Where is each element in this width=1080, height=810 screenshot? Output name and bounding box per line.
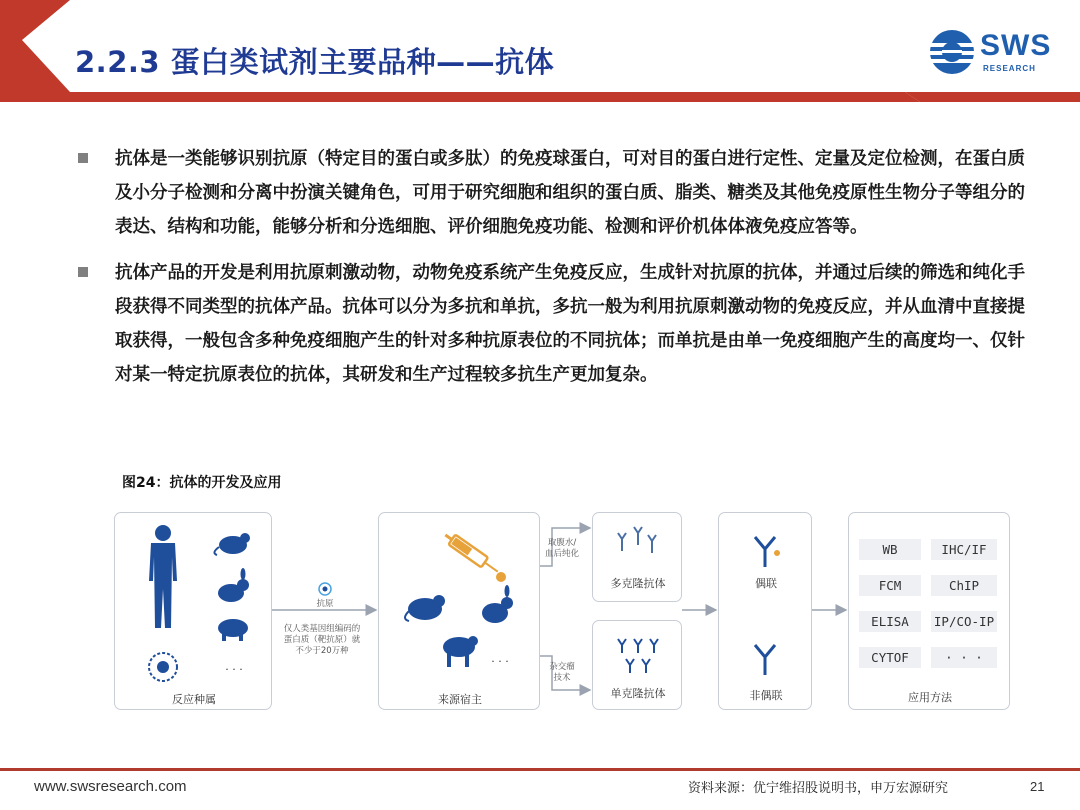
methods-box [848, 512, 1010, 710]
antigen-label: 抗原 [316, 599, 334, 609]
conjugated-label: 偶联 [755, 577, 777, 590]
host-dots: · · · [491, 655, 509, 668]
unconjugated-label: 非偶联 [749, 689, 783, 702]
pig-icon [213, 615, 253, 643]
host-box [378, 512, 540, 710]
species-box [114, 512, 272, 710]
logo-subtitle: RESEARCH [983, 64, 1036, 73]
lower-arrow-note: 杂交瘤技术 [549, 662, 575, 683]
sws-logo [928, 28, 1068, 78]
monoclonal-label: 单克隆抗体 [610, 687, 666, 700]
bullet-item [75, 142, 1035, 244]
bullet-list [75, 142, 1035, 404]
mouse-icon [211, 527, 255, 557]
mouse-icon [401, 591, 451, 623]
conjugated-antibody-icon [751, 533, 781, 569]
method-more: · · · [931, 647, 997, 668]
polyclonal-label: 多克隆抗体 [610, 577, 666, 590]
antibody-diagram [112, 508, 1012, 713]
methods-label: 应用方法 [908, 691, 952, 704]
footer-divider [0, 768, 1080, 771]
method-ihc-if: IHC/IF [931, 539, 997, 560]
species-label: 反应种属 [172, 693, 216, 706]
polyclonal-antibody-icon [618, 523, 658, 557]
upper-arrow-note: 取腹水/血后纯化 [544, 538, 579, 559]
rabbit-icon [477, 585, 517, 625]
sheep-icon [437, 631, 481, 671]
square-bullet-icon [78, 153, 88, 163]
bullet-text: 抗体是一类能够识别抗原（特定目的蛋白或多肽）的免疫球蛋白，可对目的蛋白进行定性、定量及定位检测，在蛋白质及小分子检测和分离中扮演关键角色，可用于研究细胞和组织的蛋白质、脂类、糖类及其他免疫原性生物分子等组分的表达、结构和功能，能够分析和分选细胞、评价细胞免疫功能、检测和评价机体体液免疫应答等。 [115, 149, 1025, 237]
antigen-icon [316, 580, 334, 598]
species-dots: · · · [225, 663, 243, 676]
footer-url: www.swsresearch.com [34, 778, 187, 795]
conjugation-box [718, 512, 812, 710]
unconjugated-antibody-icon [751, 641, 781, 677]
page-title: 2.2.3 蛋白类试剂主要品种——抗体 [75, 45, 555, 79]
logo-wordmark: SWS [980, 29, 1052, 62]
monoclonal-box [592, 620, 682, 710]
host-label: 来源宿主 [438, 693, 482, 706]
polyclonal-box [592, 512, 682, 602]
method-chip: ChIP [931, 575, 997, 596]
human-figure-icon [143, 523, 183, 633]
figure-caption: 图24：抗体的开发及应用 [122, 475, 282, 491]
footer-source: 资料来源：优宁维招股说明书，申万宏源研究 [688, 781, 949, 796]
method-ip-co-ip: IP/CO-IP [931, 611, 997, 632]
bullet-item [75, 256, 1035, 392]
globe-icon [928, 28, 976, 76]
method-fcm: FCM [859, 575, 921, 596]
antigen-note: 仅人类基因组编码的蛋白质（靶抗原）就不少于20万种 [283, 624, 361, 656]
page-number: 21 [1030, 779, 1045, 794]
bullet-text: 抗体产品的开发是利用抗原刺激动物，动物免疫系统产生免疫反应，生成针对抗原的抗体，并通过后续的筛选和纯化手段获得不同类型的抗体产品。抗体可以分为多抗和单抗，多抗一般为利用抗原刺激动物的免疫反应，并从血清中直接提取获得，一般包含多种免疫细胞产生的针对多种抗原表位的不同抗体；而单抗是由单一免疫细胞产生的高度均一、仅针对某一特定抗原表位的抗体，其研发和生产过程较多抗生产更加复杂。 [115, 263, 1025, 385]
method-cytof: CYTOF [859, 647, 921, 668]
method-wb: WB [859, 539, 921, 560]
syringe-icon [439, 527, 509, 583]
method-elisa: ELISA [859, 611, 921, 632]
rabbit-icon [213, 569, 253, 605]
square-bullet-icon [78, 267, 88, 277]
cell-icon [145, 649, 181, 685]
monoclonal-antibody-icon [616, 635, 660, 675]
